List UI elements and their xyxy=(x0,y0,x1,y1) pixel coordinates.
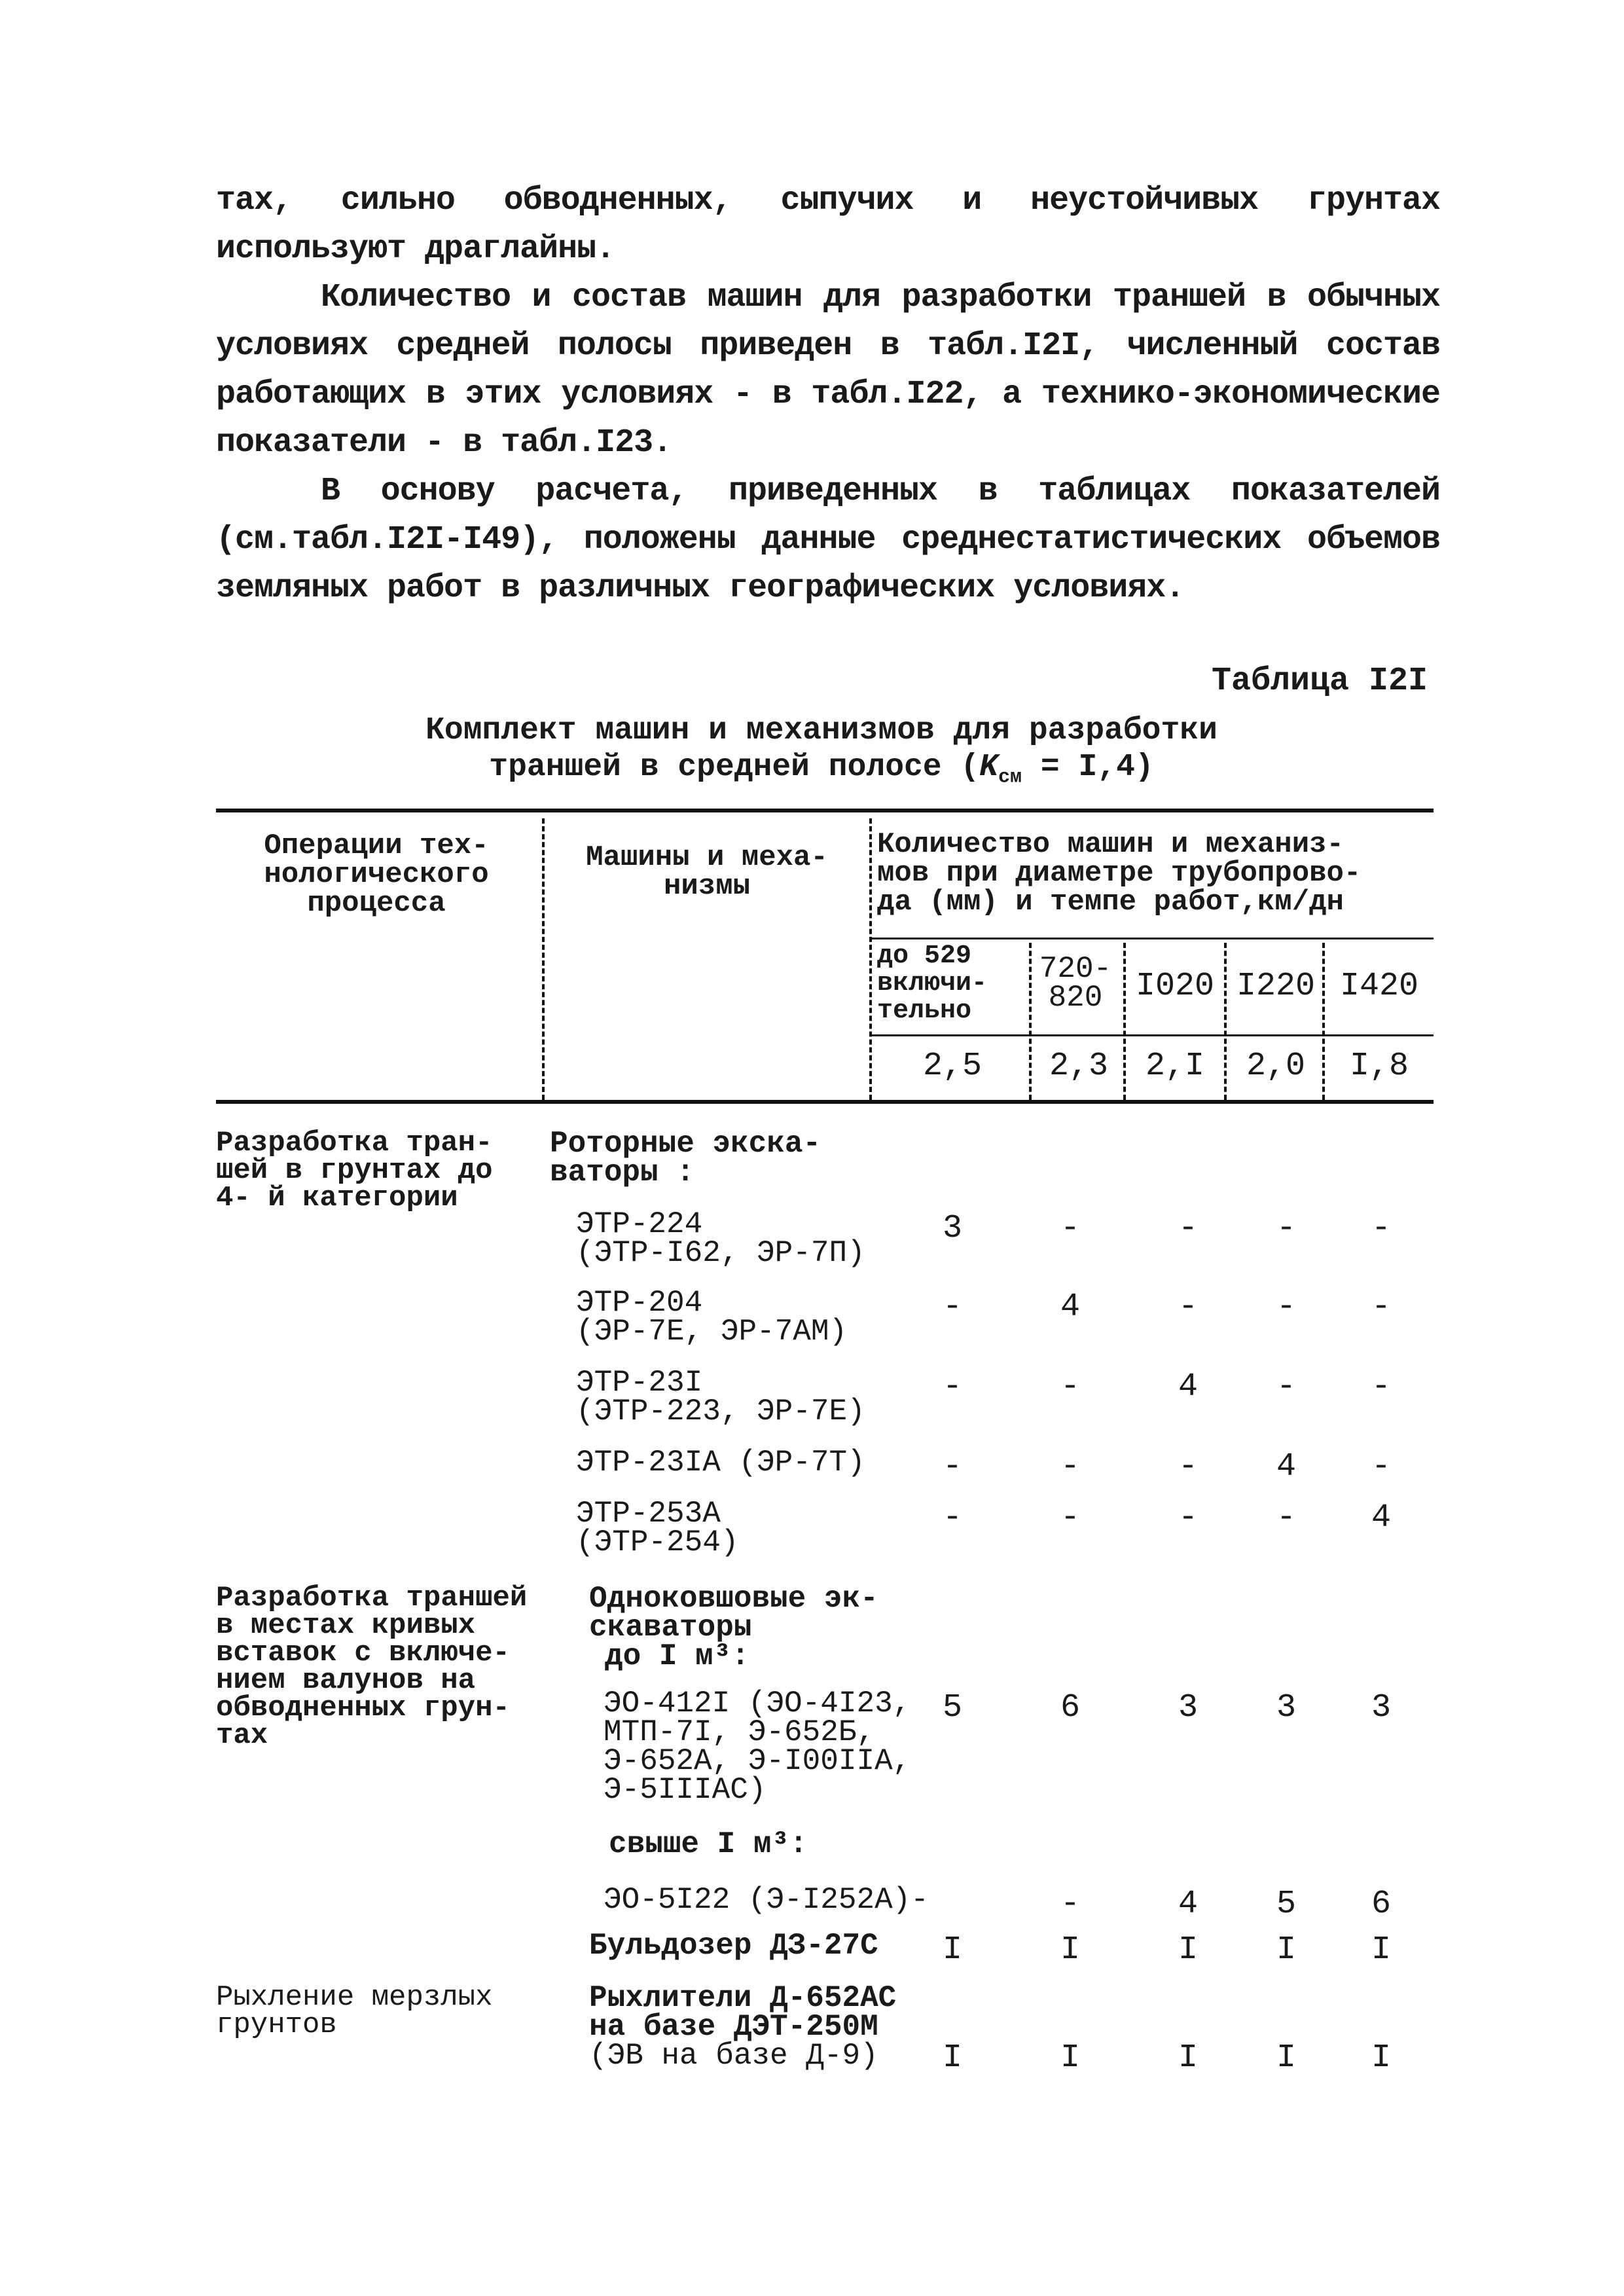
sec2-machine-2: ЭО-5I22 (Э-I252А)- xyxy=(604,1883,929,1917)
sec1-m3-l2: (ЭТР-223, ЭР-7Е) xyxy=(576,1394,865,1429)
sec1-r2-c1: - xyxy=(942,1288,962,1326)
sec1-r1-c3: - xyxy=(1178,1210,1198,1247)
sec1-head xyxy=(550,1127,821,1190)
header-d4: I220 xyxy=(1236,968,1316,1005)
sec2-r1-c4: 3 xyxy=(1276,1689,1296,1726)
col-sep-1 xyxy=(542,818,545,1100)
header-d2 xyxy=(1033,952,1118,1015)
sec2-op-l5: обводненных грун- xyxy=(216,1692,510,1724)
sec3-c5: I xyxy=(1371,2039,1391,2077)
sec2-m1-l4: Э-5IIIАС) xyxy=(604,1773,767,1807)
sec2-r3-c3: I xyxy=(1178,1931,1198,1969)
sec2-r2-c4: 5 xyxy=(1276,1886,1296,1923)
sec2-r1-c1: 5 xyxy=(942,1689,962,1726)
header-bottom-rule xyxy=(216,1100,1434,1104)
sec1-r1-c5: - xyxy=(1371,1210,1391,1247)
sec1-r3-c2: - xyxy=(1060,1368,1080,1406)
header-rule-2 xyxy=(871,1034,1434,1036)
table-top-rule xyxy=(216,809,1434,812)
header-machines-l2: низмы xyxy=(663,870,751,903)
sec1-m1-l2: (ЭТР-I62, ЭР-7П) xyxy=(576,1236,865,1270)
sec2-head xyxy=(589,1584,878,1671)
header-operations xyxy=(216,831,537,918)
tempo-d2: 2,3 xyxy=(1049,1048,1108,1085)
intro-text xyxy=(216,177,1440,613)
sec2-r1-c5: 3 xyxy=(1371,1689,1391,1726)
sec2-m1-l2: МТП-7I, Э-652Б, xyxy=(604,1715,875,1749)
sec1-r2-c5: - xyxy=(1371,1288,1391,1326)
header-d3: I020 xyxy=(1135,968,1215,1005)
sec3-m-l3: (ЭВ на базе Д-9) xyxy=(589,2039,878,2073)
header-quantity-l3: да (мм) и темпе работ,км/дн xyxy=(877,886,1344,919)
header-operations-l3: процесса xyxy=(307,887,446,920)
tempo-d4: 2,0 xyxy=(1246,1048,1305,1085)
sec1-r4-c3: - xyxy=(1178,1448,1198,1485)
sec2-operation xyxy=(216,1582,583,1752)
sec3-m-l2: на базе ДЭТ-250М xyxy=(589,2010,878,2044)
sec1-m2-l2: (ЭР-7Е, ЭР-7АМ) xyxy=(576,1315,848,1349)
tempo-d5: I,8 xyxy=(1349,1048,1409,1085)
sec1-r1-c4: - xyxy=(1276,1210,1296,1247)
tempo-d1: 2,5 xyxy=(922,1048,982,1085)
sec1-r4-c4: 4 xyxy=(1276,1448,1296,1485)
sec2-m1-l1: ЭО-412I (ЭО-4I23, xyxy=(604,1686,911,1721)
sec3-c4: I xyxy=(1276,2039,1296,2077)
sec1-r4-c5: - xyxy=(1371,1448,1391,1485)
sec1-m3-l1: ЭТР-23I xyxy=(576,1366,703,1400)
col-sep-2 xyxy=(869,818,872,1100)
sec1-r1-c2: - xyxy=(1060,1210,1080,1247)
sec1-r2-c4: - xyxy=(1276,1288,1296,1326)
sec1-machine-5 xyxy=(576,1499,738,1557)
sec1-machine-3 xyxy=(576,1366,865,1429)
sec2-op-l3: вставок с включе- xyxy=(216,1637,510,1669)
sec1-m4-l1: ЭТР-23IА (ЭР-7Т) xyxy=(576,1446,865,1480)
sec1-r2-c3: - xyxy=(1178,1288,1198,1326)
sec1-op-l1: Разработка тран- xyxy=(216,1127,493,1159)
header-d1-l2: включи- xyxy=(877,969,988,998)
sec3-op-l2: грунтов xyxy=(216,2009,337,2041)
sec2-r1-c3: 3 xyxy=(1178,1689,1198,1726)
paragraph-3: В основу расчета, приведенных в таблицах показателей (см.табл.I2I-I49), положены данные среднестатистических объемов земляных работ в различных географических условиях. xyxy=(216,473,1440,607)
sec2-r3-c4: I xyxy=(1276,1931,1296,1969)
sec1-r3-c3: 4 xyxy=(1178,1368,1198,1406)
header-operations-l1: Операции тех- xyxy=(264,829,489,862)
sec3-op-l1: Рыхление мерзлых xyxy=(216,1981,493,2014)
sec2-op-l4: нием валунов на xyxy=(216,1664,476,1697)
sec2-r2-c2: - xyxy=(1060,1886,1080,1923)
sec1-r5-c4: - xyxy=(1276,1499,1296,1537)
sec1-r3-c4: - xyxy=(1276,1368,1296,1406)
sec2-r3-c2: I xyxy=(1060,1931,1080,1969)
header-d2-l2: 820 xyxy=(1048,981,1103,1015)
sec2-op-l6: тах xyxy=(216,1719,268,1752)
header-rule-1 xyxy=(871,938,1434,939)
header-d5: I420 xyxy=(1339,968,1419,1005)
sec1-machine-1 xyxy=(576,1207,865,1270)
sec1-operation xyxy=(216,1129,583,1212)
table-title-line2 xyxy=(216,749,1427,796)
sec1-r1-c1: 3 xyxy=(942,1210,962,1247)
header-d1-l3: тельно xyxy=(877,996,972,1026)
header-quantity-l1: Количество машин и механиз- xyxy=(877,828,1344,861)
sec1-m5-l1: ЭТР-253А xyxy=(576,1497,721,1531)
sec3-machine xyxy=(589,1981,897,2073)
sec1-r5-c5: 4 xyxy=(1371,1499,1391,1537)
sec1-m2-l1: ЭТР-204 xyxy=(576,1286,703,1320)
k-subscript: см xyxy=(998,766,1022,789)
header-operations-l2: нологического xyxy=(264,858,489,891)
sec1-r3-c1: - xyxy=(942,1368,962,1406)
paragraph-1: тах, сильно обводненных, сыпучих и неустойчивых грунтах используют драглайны. xyxy=(216,182,1440,268)
sec2-r1-c2: 6 xyxy=(1060,1689,1080,1726)
title-suffix: = I,4) xyxy=(1022,750,1154,785)
sec2-op-l1: Разработка траншей xyxy=(216,1582,528,1614)
table-title-line1: Комплект машин и механизмов для разработки xyxy=(425,713,1218,748)
sec3-c3: I xyxy=(1178,2039,1198,2077)
sec2-r3-c1: I xyxy=(942,1931,962,1969)
sec2-head-l1: Одноковшовые эк- xyxy=(589,1582,878,1616)
header-quantity-l2: мов при диаметре трубопрово- xyxy=(877,857,1362,890)
sec1-machine-2 xyxy=(576,1286,848,1349)
sec1-op-l2: шей в грунтах до xyxy=(216,1154,493,1187)
table-number: Таблица I2I xyxy=(1211,663,1428,700)
paragraph-2: Количество и состав машин для разработки траншей в обычных условиях средней полосы приведен в табл.I2I, численный состав работающих в этих условиях - в табл.I22, а технико-экономические показатели - в табл.I23. xyxy=(216,279,1440,462)
sec1-r4-c2: - xyxy=(1060,1448,1080,1485)
sec2-r2-c3: 4 xyxy=(1178,1886,1198,1923)
title-prefix: траншей в средней полосе ( xyxy=(489,750,980,785)
sec3-c2: I xyxy=(1060,2039,1080,2077)
header-machines-l1: Машины и меха- xyxy=(586,841,828,874)
sec2-machine-1 xyxy=(604,1686,911,1807)
sec2-op-l2: в местах кривых xyxy=(216,1609,476,1642)
sec1-r3-c5: - xyxy=(1371,1368,1391,1406)
k-symbol: K xyxy=(979,750,999,785)
sec2-head-l2: скаваторы xyxy=(589,1611,752,1645)
tempo-d3: 2,I xyxy=(1145,1048,1204,1085)
sec3-m-l1: Рыхлители Д-652АС xyxy=(589,1981,897,2015)
sec1-r5-c3: - xyxy=(1178,1499,1198,1537)
sec2-r3-c5: I xyxy=(1371,1931,1391,1969)
sec1-m5-l2: (ЭТР-254) xyxy=(576,1525,739,1559)
sec1-machine-4 xyxy=(576,1446,865,1480)
header-d2-l1: 720- xyxy=(1039,952,1112,986)
col-sep-3 xyxy=(1029,943,1032,1100)
header-d1-l1: до 529 xyxy=(877,941,972,971)
sec2-m1-l3: Э-652А, Э-I00IIА, xyxy=(604,1744,911,1778)
sec3-c1: I xyxy=(942,2039,962,2077)
sec2-r2-c5: 6 xyxy=(1371,1886,1391,1923)
table-title xyxy=(216,712,1427,796)
sec2-head2: свыше I м³: xyxy=(609,1827,808,1861)
sec2-head-l3: до I м³: xyxy=(605,1639,749,1673)
sec1-head-l2: ваторы : xyxy=(550,1156,695,1190)
sec3-operation xyxy=(216,1981,583,2041)
header-machines xyxy=(550,843,864,901)
sec1-head-l1: Роторные экска- xyxy=(550,1127,821,1161)
sec1-r2-c2: 4 xyxy=(1060,1288,1080,1326)
sec1-m1-l1: ЭТР-224 xyxy=(576,1207,703,1241)
sec1-r5-c2: - xyxy=(1060,1499,1080,1537)
header-quantity xyxy=(877,830,1434,917)
sec1-r5-c1: - xyxy=(942,1499,962,1537)
sec1-r4-c1: - xyxy=(942,1448,962,1485)
header-d1 xyxy=(877,943,1028,1025)
sec1-op-l3: 4- й категории xyxy=(216,1182,458,1214)
sec2-machine-3: Бульдозер ДЗ-27С xyxy=(589,1929,878,1963)
